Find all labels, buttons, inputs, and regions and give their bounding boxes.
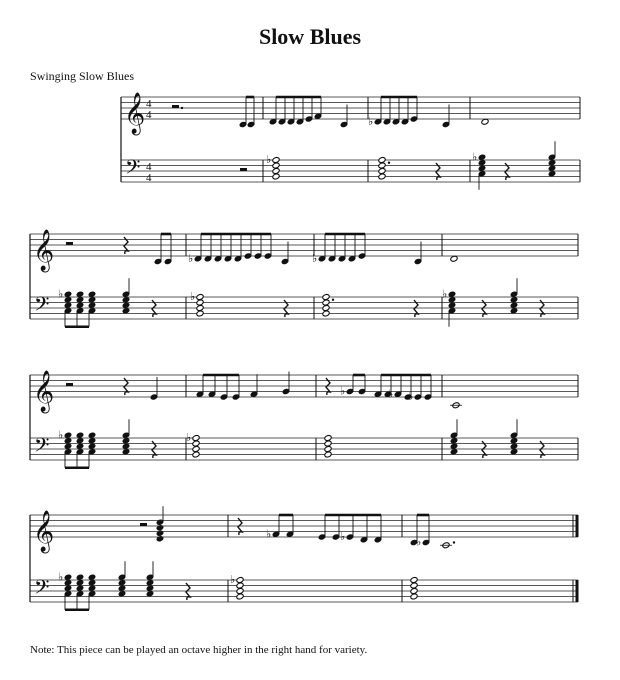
half-rest bbox=[240, 168, 247, 171]
flat-sign: ♭ bbox=[416, 536, 422, 549]
bass-clef: 𝄢 bbox=[34, 575, 50, 604]
half-rest bbox=[66, 242, 73, 245]
flat-sign: ♭ bbox=[58, 571, 64, 584]
tempo-marking: Swinging Slow Blues bbox=[30, 69, 135, 83]
flat-sign: ♭ bbox=[266, 528, 272, 541]
bass-clef: 𝄢 bbox=[34, 433, 50, 462]
flat-sign: ♭ bbox=[368, 115, 374, 128]
notehead bbox=[378, 173, 386, 180]
notehead bbox=[322, 299, 330, 306]
half-rest bbox=[140, 523, 147, 526]
notehead bbox=[322, 310, 330, 317]
notehead bbox=[156, 524, 164, 531]
notehead bbox=[324, 440, 332, 447]
flat-sign: ♭ bbox=[58, 288, 64, 301]
notehead bbox=[272, 157, 280, 164]
notehead bbox=[322, 305, 330, 312]
flat-sign: ♭ bbox=[190, 291, 196, 303]
notehead bbox=[196, 305, 204, 312]
dot bbox=[453, 541, 455, 543]
notehead bbox=[156, 530, 164, 537]
system-4-bass-staff bbox=[30, 580, 578, 602]
notehead bbox=[196, 299, 204, 306]
flat-sign: ♭ bbox=[408, 391, 414, 403]
dot bbox=[388, 162, 390, 164]
system-4-treble-staff bbox=[30, 515, 578, 537]
time-sig-bottom: 4 bbox=[146, 109, 152, 121]
treble-clef: 𝄞 bbox=[33, 511, 55, 552]
flat-sign: ♭ bbox=[340, 385, 346, 398]
final-barline-thick bbox=[576, 515, 579, 537]
system-1-bass-staff bbox=[121, 160, 580, 182]
half-rest bbox=[172, 105, 179, 108]
notehead bbox=[192, 446, 200, 453]
final-barline-thick bbox=[576, 580, 579, 602]
treble-clef: 𝄞 bbox=[33, 230, 55, 271]
notehead bbox=[196, 294, 204, 301]
system-2-treble-staff bbox=[30, 234, 578, 256]
page-title: Slow Blues bbox=[258, 24, 362, 49]
bass-clef: 𝄢 bbox=[125, 155, 141, 184]
notehead bbox=[378, 162, 386, 169]
notehead bbox=[236, 577, 244, 584]
flat-sign: ♭ bbox=[340, 531, 346, 543]
bass-clef: 𝄢 bbox=[34, 292, 50, 321]
notehead bbox=[272, 162, 280, 169]
time-sig-top: 4 bbox=[146, 161, 152, 173]
flat-sign: ♭ bbox=[442, 288, 448, 301]
notehead bbox=[192, 440, 200, 447]
notehead bbox=[192, 451, 200, 458]
time-sig-top: 4 bbox=[146, 98, 152, 110]
flat-sign: ♭ bbox=[472, 151, 478, 164]
system-2-bass-staff bbox=[30, 297, 578, 319]
notehead bbox=[236, 582, 244, 589]
dot bbox=[332, 299, 334, 301]
half-rest bbox=[66, 383, 73, 386]
notehead bbox=[324, 451, 332, 458]
dot bbox=[181, 107, 183, 109]
notehead bbox=[236, 588, 244, 595]
notehead bbox=[378, 157, 386, 164]
notehead bbox=[156, 535, 164, 542]
flat-sign: ♭ bbox=[266, 154, 272, 166]
footnote: Note: This piece can be played an octave higher in the right hand for variety. bbox=[30, 644, 368, 656]
flat-sign: ♭ bbox=[230, 574, 236, 586]
flat-sign: ♭ bbox=[312, 252, 318, 265]
notehead bbox=[410, 593, 418, 600]
notehead bbox=[322, 294, 330, 301]
time-sig-bottom: 4 bbox=[146, 172, 152, 184]
notehead bbox=[192, 435, 200, 442]
treble-clef: 𝄞 bbox=[33, 371, 55, 412]
notehead bbox=[272, 173, 280, 180]
notehead bbox=[196, 310, 204, 317]
flat-sign: ♭ bbox=[58, 429, 64, 442]
notehead bbox=[236, 593, 244, 600]
system-3-treble-staff bbox=[30, 375, 578, 397]
treble-clef: 𝄞 bbox=[124, 93, 146, 134]
notehead bbox=[324, 435, 332, 442]
notehead bbox=[324, 446, 332, 453]
system-3-bass-staff bbox=[30, 438, 578, 460]
system-1-treble-staff bbox=[121, 97, 580, 119]
flat-sign: ♭ bbox=[186, 432, 192, 444]
notehead bbox=[272, 168, 280, 175]
notehead bbox=[410, 588, 418, 595]
flat-sign: ♭ bbox=[388, 388, 394, 401]
notehead bbox=[410, 577, 418, 584]
staff-systems bbox=[30, 92, 580, 610]
notehead bbox=[378, 168, 386, 175]
notehead bbox=[410, 582, 418, 589]
flat-sign: ♭ bbox=[188, 252, 194, 265]
